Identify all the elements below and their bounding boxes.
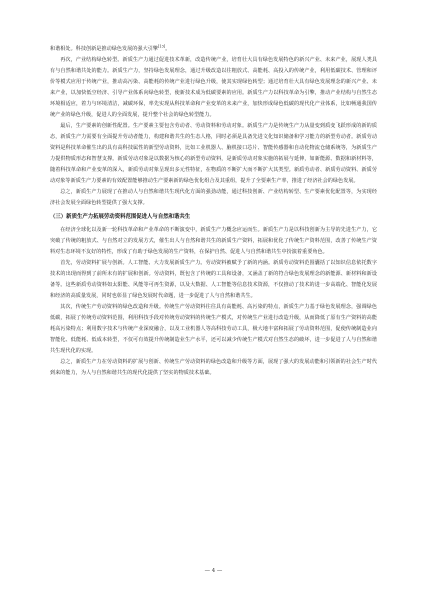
paragraph-intro-section3: 在经济全球化以及新一轮科技革命和产业革命的不断演变中，新质生产力概念应运而生。新质生产力是以科技创新为主导的先进生产力，它突破了传统的粗放式、与自然对立的发展方式，催生出人与自然和谐共生的新质生产资料，拓展和优化了传统生产资料范围，改善了传统生产资料对生态环境不友好的特性，形成了有助于绿色发展的生产资料，在保护自然、促进人与自然和谐共生中扮演着重要角色。	[50, 227, 377, 255]
paragraph-summary-2: 总之，新质生产力在劳动资料的扩展与创新、传统生产劳动资料的绿色改造和升级等方面，展现了强大的发展动能和引领新的社会生产时代到来的能力，为人与自然和谐共生的现代化提供了坚实的物质技术基础。	[50, 359, 377, 376]
paragraph-continuation	[50, 44, 377, 55]
paragraph-industrial-transition: 再次，产业结构绿色转型。新质生产力通过促进技术革新，改造传统产业，培育壮大具有绿色发展特色的新兴产业、未来产业，展现人类具有与自然和谐共处的能力。新质生产力，坚持绿色发展理念，通过升级改造以往粗放式、高能耗、高投入的传统产业，利用低碳技术、管理和评价等模式应用于传统产业，推动高污染、高能耗的传统产业进行绿色升级，使其实现绿色转型；通过培育壮大具有绿色发展理念的新兴产业、未来产业，以加快低空经济、引导产业体系向绿色转型，使新技术成为低碳要素的应用。新质生产力以科技革命为引擎，推动产业结构与自然生态环境相适应，着力与环境清洁，减碳环保，率先实现从科技革命和产业变革的未来产业，加快形成绿色低碳的现代化产业体系，比如畅通我国传统产业的绿色升级，促进人的全面发展，提升整个社会的绿色转型能力。	[50, 57, 377, 118]
section-heading: （三）新质生产力拓展劳动资料范围促进人与自然和谐共生	[50, 214, 191, 220]
page-body	[50, 44, 377, 379]
paragraph-summary-1: 总之，新质生产力展现了在推动人与自然和谐共生现代化方面的强劲动能，通过科技创新、产业结构转型、生产要素优化配置等，为实现经济社会发展全面绿色转型提供了强大支撑。	[50, 189, 377, 206]
paragraph-tail: 。	[165, 46, 171, 52]
page-number: — 4 —	[204, 568, 223, 574]
paragraph-traditional-upgrade: 其次，传统生产劳动资料的绿色改造和升级。传统生产劳动资料往往具有高能耗、高污染的特点，新质生产力基于绿色发展理念，强调绿色低碳，拓展了传统劳动资料范围，利用科技手段对传统劳动资料的传统生产模式，对传统生产业进行改造升级，从而降低了原有生产资料的高能耗高污染特点；利用数字技术与传统产业深度融合，以及工业机器人等高科技劳动工具，极大地丰富和拓展了劳动资料范围，促使传统制造业向智能化、低能耗、低成本转型，不仅可有效提升传统制造业生产水平，还可以减少传统生产模式对自然生态的破坏，进一步促进了人与自然和谐共生现代化的实现。	[50, 304, 377, 354]
paragraph-factor-allocation: 最后，生产要素的创新性配置。生产要素主要包含劳动者、劳动资料和劳动对象。新质生产力是传统生产力从量变到质变飞跃形成的新的质态，新质生产力需要有全面提升劳动者能力，构建和谐共生的生态人格，同时必须是具备先进文化知识储备和学习能力的新型劳动者。新质劳动资料是科技革命催生出的具有高科技属性的新型劳动资料，比如工业机器人、脑机接口芯片、智能传感器和自动化物流仓储系统等，为新质生产力提供物质形态和智慧支撑。新质劳动对象是以数据为核心的新型劳动资料，是新质劳动对象实施的拓展与延伸，如新能源、数据和新材料等，随着科技革命和产业变革的深入，新质劳动对象呈现出多元性特征，在物质的不断扩大而不断扩大其类型。新质劳动者、新质劳动资料、新质劳动对象等新质生产力要素的有效配置能够推动生产要素新的绿色优化组合及其重组，提升了全要素生产率，推进了经济社会的绿色发展。	[50, 123, 377, 184]
paragraph-labor-materials-expansion: 首先，劳动资料扩展与创新。人工智能、大力发展新质生产力。劳动资料被赋予了新的内涵。新质劳动资料范围囊括了以知识信息依托数字技术的出现而得到了前所未有的扩展和创新。劳动资料，既包含了传统的工具和设备，又涵盖了新的符合绿色发展理念的新能源、新材料和新设备等。这些新质劳动资料如太阳能、风能等可再生资源，以及大数据、人工智能等信息技术资源，不仅推动了技术的进一步高端化、智能化发展和经济的高质量发展，同时也彰显了绿色发展时代命题，进一步促进了人与自然和谐共生。	[50, 260, 377, 299]
paragraph-text: 和谐相处。科技创新是推动绿色发展的强大引擎	[50, 46, 159, 52]
citation-ref: [13]	[158, 44, 166, 49]
